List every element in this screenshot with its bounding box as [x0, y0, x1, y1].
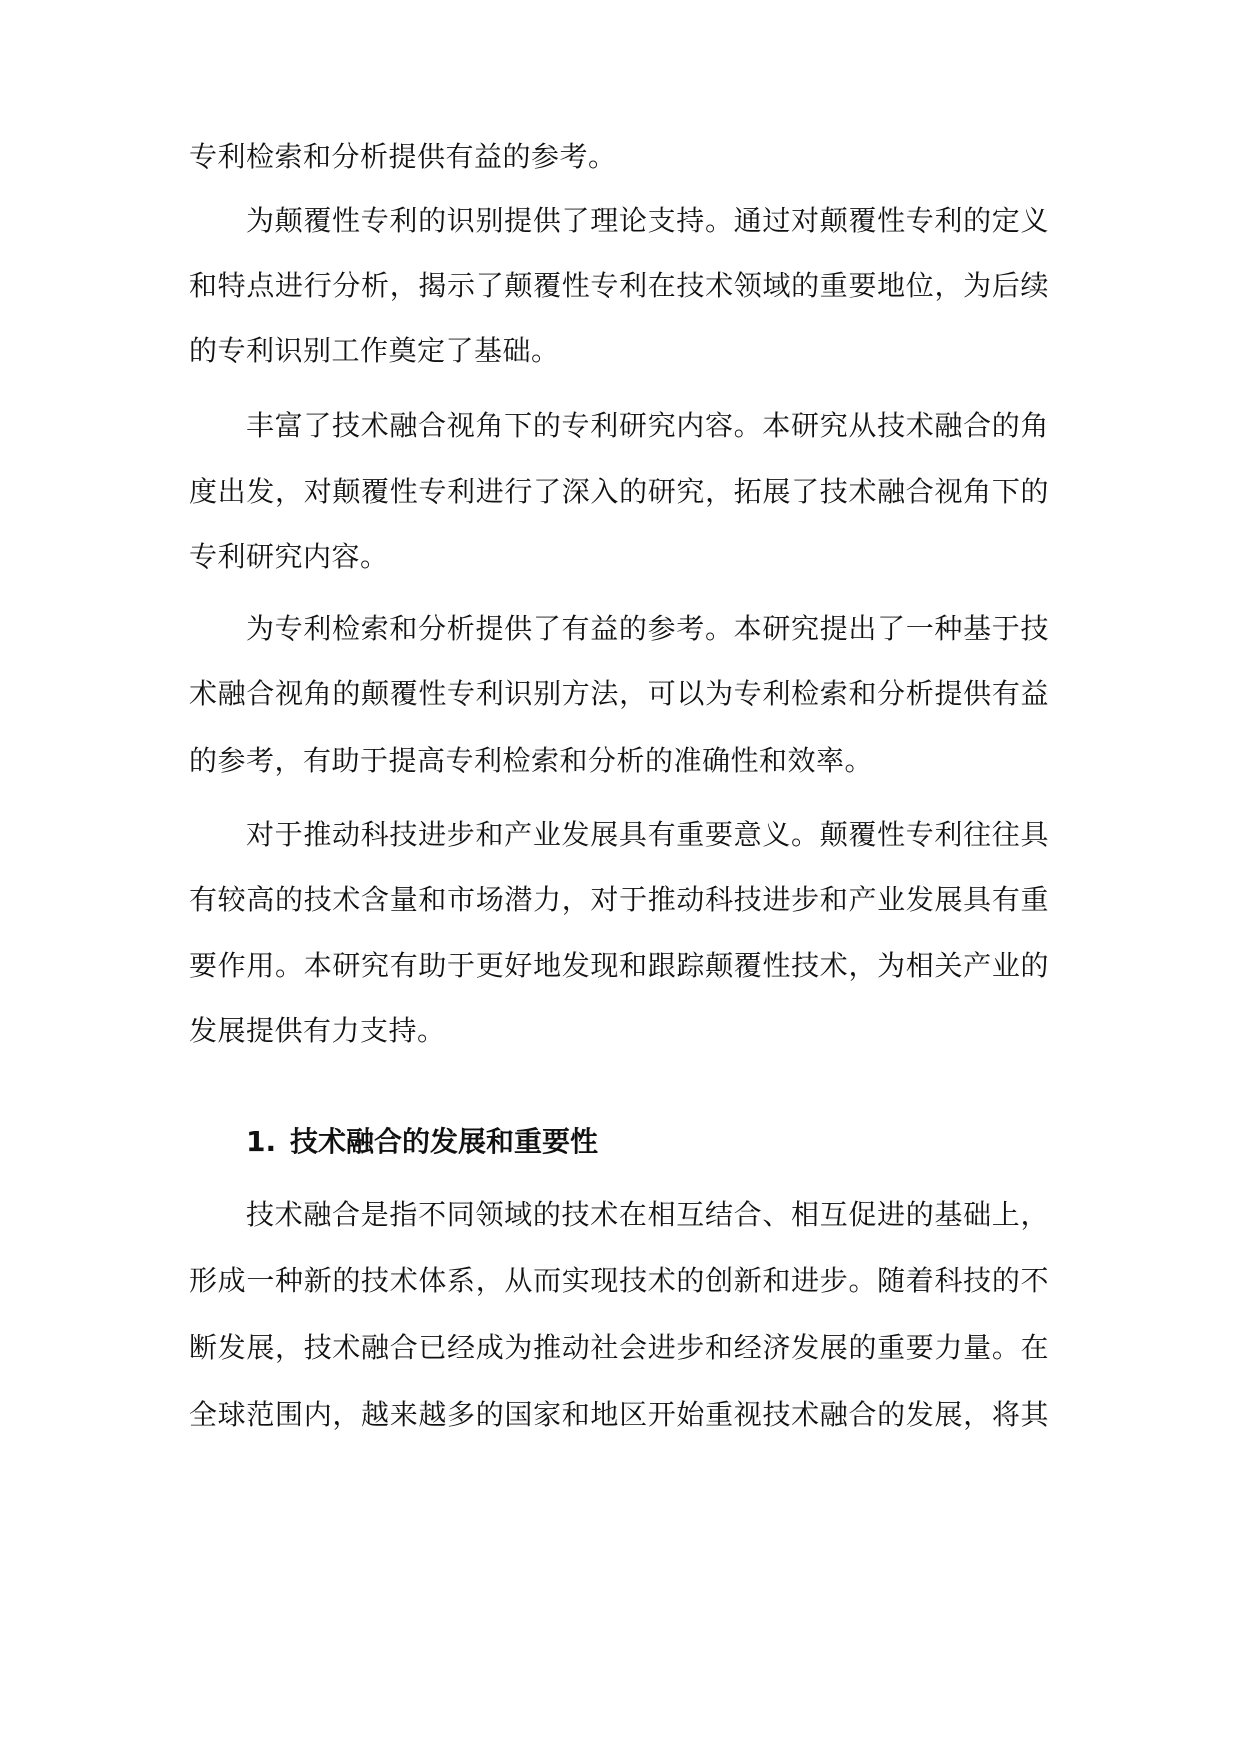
section-title: 技术融合的发展和重要性: [290, 1125, 599, 1158]
text-line: 的专利识别工作奠定了基础。: [189, 334, 560, 367]
paragraph-first-line: 技术融合是指不同领域的技术在相互结合、相互促进的基础上，: [246, 1198, 1049, 1231]
section-number: 1.: [246, 1125, 277, 1158]
section-heading: [246, 1122, 598, 1162]
text-line: 要作用。本研究有助于更好地发现和跟踪颠覆性技术，为相关产业的: [189, 949, 1049, 982]
paragraph-first-line: 丰富了技术融合视角下的专利研究内容。本研究从技术融合的角: [246, 409, 1049, 442]
text-line: 全球范围内，越来越多的国家和地区开始重视技术融合的发展，将其: [189, 1398, 1049, 1431]
text-line: 术融合视角的颠覆性专利识别方法，可以为专利检索和分析提供有益: [189, 677, 1049, 710]
text-line: 有较高的技术含量和市场潜力，对于推动科技进步和产业发展具有重: [189, 883, 1049, 916]
text-line: 发展提供有力支持。: [189, 1014, 446, 1047]
text-line: 度出发，对颠覆性专利进行了深入的研究，拓展了技术融合视角下的: [189, 475, 1049, 508]
text-line: 的参考，有助于提高专利检索和分析的准确性和效率。: [189, 744, 874, 777]
text-line: 断发展，技术融合已经成为推动社会进步和经济发展的重要力量。在: [189, 1331, 1049, 1364]
text-line: 专利研究内容。: [189, 540, 389, 573]
paragraph-first-line: 为专利检索和分析提供了有益的参考。本研究提出了一种基于技: [246, 612, 1049, 645]
text-line: 专利检索和分析提供有益的参考。: [189, 140, 617, 173]
text-line: 和特点进行分析，揭示了颠覆性专利在技术领域的重要地位，为后续: [189, 269, 1049, 302]
text-line: 形成一种新的技术体系，从而实现技术的创新和进步。随着科技的不: [189, 1264, 1049, 1297]
paragraph-first-line: 为颠覆性专利的识别提供了理论支持。通过对颠覆性专利的定义: [246, 204, 1049, 237]
paragraph-first-line: 对于推动科技进步和产业发展具有重要意义。颠覆性专利往往具: [246, 818, 1049, 851]
